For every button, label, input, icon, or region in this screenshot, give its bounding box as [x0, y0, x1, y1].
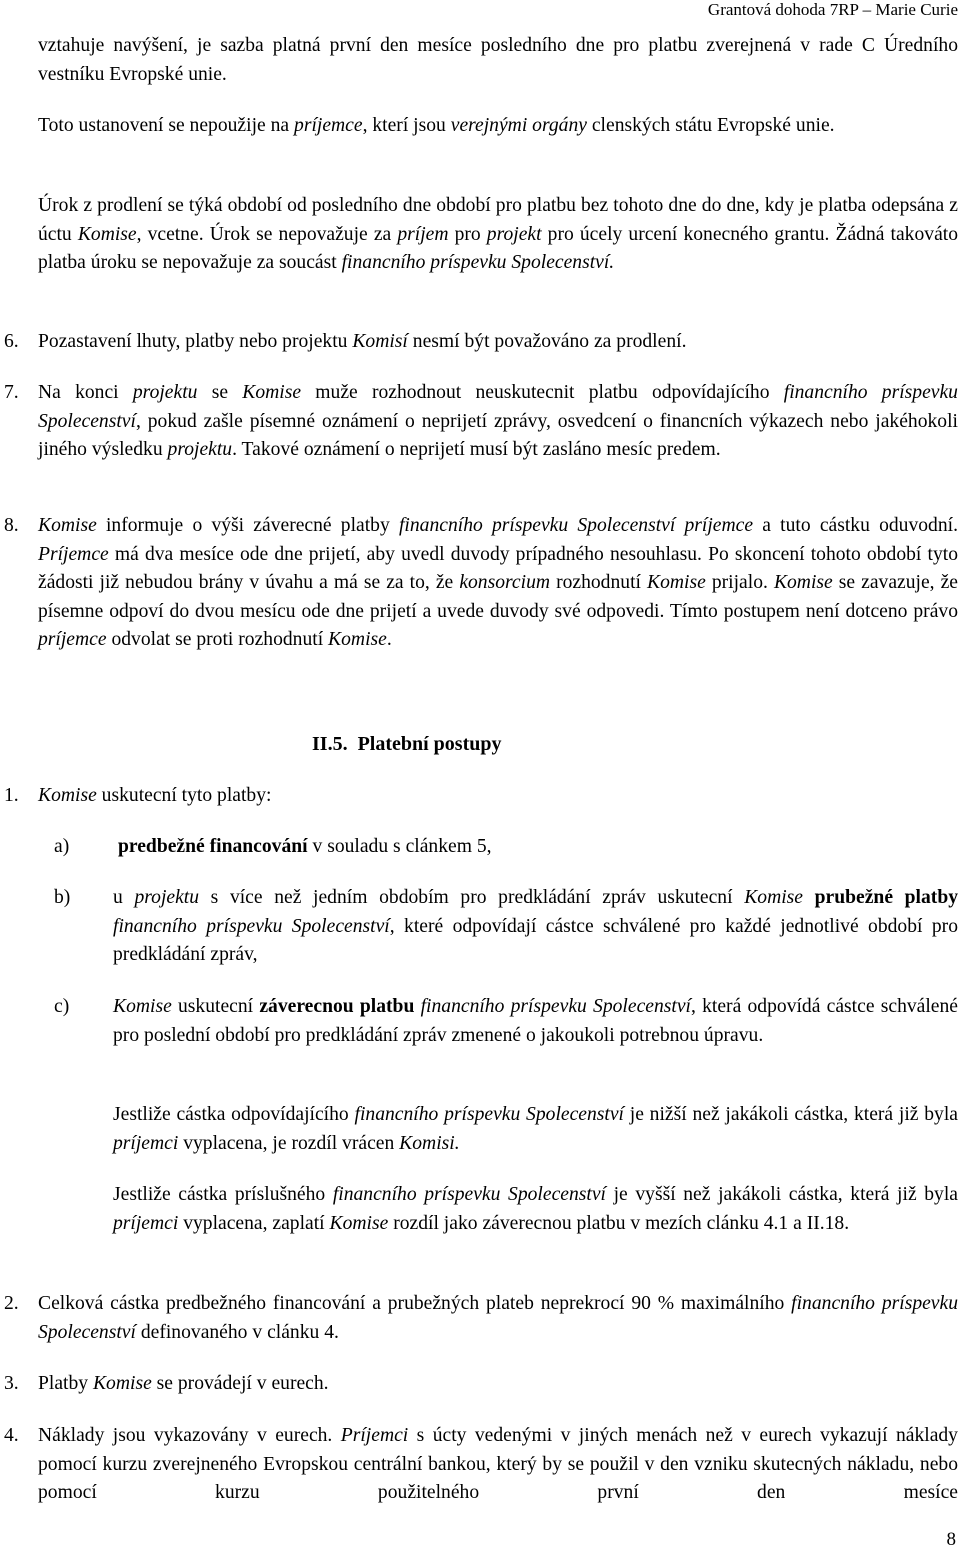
text: má dva mesíce ode dne prijetí, aby uvedl duvody prípadného nesouhlasu. Po skoncení tohoto období tyto žádosti již nebudou brány v úvahu a má se za to, že [38, 543, 958, 594]
text-italic: Komise [242, 382, 302, 403]
text-italic: financního príspevku Spolecenství [38, 382, 958, 432]
paragraph-cost-currency [38, 1422, 958, 1508]
text-italic: príjemci [113, 1132, 179, 1154]
text-bold: predbežné financování [118, 836, 308, 857]
text-italic: projektu [167, 439, 233, 461]
text-italic: projektu [132, 382, 198, 403]
paragraph-default-interest [38, 192, 958, 278]
text: s úcty vedenými v jiných menách než v eurech vykazují náklady pomocí kurzu zverejneného Evropskou centrální bankou, který by se použil v den vzniku skutecných nákladu, nebo pomocí kurzu použitelného první den mesíce [38, 1425, 958, 1504]
text-italic: Komise [329, 1212, 389, 1234]
item-number: 2. [4, 1293, 19, 1314]
text-italic: financního príspevku Spolecenství. [341, 252, 615, 274]
text: rozdíl jako záverecnou platbu v mezích clánku 4.1 a II.18. [388, 1212, 850, 1234]
text: Celková cástka predbežného financování a prubežných plateb neprekrocí 90 % maximálního [38, 1293, 792, 1314]
text: Platby [38, 1373, 93, 1394]
text: odvolat se proti rozhodnutí [106, 629, 329, 651]
text: . [386, 629, 392, 651]
subitem-label: c) [54, 996, 70, 1017]
paragraph-payment-cap [38, 1290, 958, 1347]
text-italic: príjemce [294, 115, 363, 136]
text: clenských státu Evropské unie. [586, 115, 835, 136]
paragraph-pay-difference [113, 1181, 958, 1238]
text: , vcetne. Úrok se nepovažuje za [136, 223, 398, 245]
item-number: 8. [4, 515, 19, 536]
item-number: 6. [4, 331, 19, 352]
text: pro [448, 223, 487, 245]
text: , která odpovídá cástce schválené pro poslední období pro predkládání zpráv zmenené o jakoukoli potrebnou úpravu. [113, 996, 958, 1046]
text: Na konci [38, 382, 133, 403]
text-italic: Komisí [352, 331, 408, 352]
text: Toto ustanovení se nepoužije na [38, 115, 295, 136]
paragraph-item-8 [38, 512, 958, 655]
text-italic: financního príspevku Spolecenství [420, 996, 691, 1017]
item-number: 1. [4, 785, 19, 806]
text: muže rozhodnout neuskutecnit platbu odpovídajícího [301, 382, 784, 403]
text-italic: Komise [773, 572, 833, 594]
text: Náklady jsou vykazovány v eurech. [38, 1425, 341, 1446]
subitem-label: b) [54, 887, 71, 908]
text: je vyšší než jakákoli cástka, která již byla [605, 1184, 958, 1205]
text: rozhodnutí [550, 572, 648, 594]
text: informuje o výši záverecné platby [96, 515, 399, 536]
text: definovaného v clánku 4. [135, 1321, 339, 1343]
text: nesmí být považováno za prodlení. [407, 331, 687, 352]
text: uskutecní tyto platby: [96, 785, 272, 806]
text: Jestliže cástka odpovídajícího [113, 1104, 355, 1125]
text-italic: Príjemce [38, 543, 109, 565]
item-number: 7. [4, 382, 19, 403]
paragraph-prefinancing [118, 833, 958, 862]
text-italic: financního príspevku Spolecenství [113, 915, 390, 937]
text-bold: prubežné platby [814, 887, 959, 908]
subitem-label: a) [54, 836, 70, 857]
text-italic: Komise [744, 887, 803, 908]
text-italic: konsorcium [459, 572, 551, 594]
text: pro úcely urcení konecného grantu. Žádná takováto platba úroku se nepovažuje za soucást [38, 223, 959, 274]
text: a tuto cástku oduvodní. [753, 515, 958, 536]
text-italic: financního príspevku Spolecenství príjemce [398, 515, 754, 536]
item-number: 4. [4, 1425, 19, 1446]
paragraph-public-bodies-exception [38, 112, 958, 141]
text: prijalo. [705, 572, 774, 594]
text-italic: verejnými orgány [450, 115, 587, 136]
section-heading: II.5. Platební postupy [312, 733, 502, 755]
paragraph-payments-intro [38, 782, 638, 811]
text-italic: financního príspevku Spolecenství [332, 1184, 606, 1205]
paragraph-final-payment [113, 993, 958, 1050]
text-italic: Komise [113, 996, 172, 1017]
text: uskutecní [171, 996, 260, 1017]
text-italic: financního príspevku Spolecenství [38, 1293, 958, 1343]
text: , pokud zašle písemné oznámení o neprijetí zprávy, osvedcení o financních výkazech nebo jakéhokoli jiného výsledku [38, 410, 958, 461]
running-header: Grantová dohoda 7RP – Marie Curie [707, 0, 958, 19]
text-italic: Komise [38, 515, 97, 536]
paragraph-refund-difference [113, 1101, 958, 1158]
text: vyplacena, je rozdíl vrácen [178, 1132, 400, 1154]
text: se provádejí v eurech. [151, 1373, 329, 1394]
paragraph-item-7 [38, 379, 958, 465]
text: s více než jedním obdobím pro predkládání zpráv uskutecní [199, 887, 745, 908]
text: je nižší než jakákoli cástka, která již byla [623, 1104, 958, 1125]
text-italic: Komise [77, 223, 137, 245]
text-italic: príjem [397, 223, 449, 245]
paragraph-interim-payments [113, 884, 958, 970]
text-italic: Komisi. [399, 1132, 460, 1154]
text: se zavazuje, že písemne odpoví do dvou mesícu ode dne prijetí a uvede duvody své odpovedi. Tímto postupem není dotceno právo [38, 572, 958, 622]
text-italic: Komise [647, 572, 706, 594]
text: , které odpovídají cástce schválené pro každé jednotlivé období pro predkládání zpráv, [113, 915, 958, 966]
text: . Takové oznámení o neprijetí musí být zasláno mesíc predem. [232, 439, 721, 461]
text-italic: projekt [486, 223, 542, 245]
text: Pozastavení lhuty, platby nebo projektu [38, 331, 353, 352]
text-italic: príjemce [38, 629, 107, 651]
page-number: 8 [946, 1529, 956, 1550]
text: Úrok z prodlení se týká období od posledního dne období pro platbu bez tohoto dne do dne, kdy je platba odepsána z úctu [38, 195, 958, 245]
text-bold: záverecnou platbu [259, 996, 415, 1017]
paragraph-payments-in-euro [38, 1370, 958, 1399]
text-italic: financního príspevku Spolecenství [354, 1104, 624, 1125]
text: u [113, 887, 135, 908]
text: se [197, 382, 243, 403]
text-italic: Komise [38, 785, 97, 806]
text-italic: Príjemci [340, 1425, 409, 1446]
text-italic: projektu [134, 887, 200, 908]
item-number: 3. [4, 1373, 19, 1394]
paragraph-item-6 [38, 328, 958, 357]
text: v souladu s clánkem 5, [307, 836, 492, 857]
text: Jestliže cástka príslušného [113, 1184, 333, 1205]
text-italic: Komise [328, 629, 387, 651]
text-italic: Komise [92, 1373, 152, 1394]
text: vyplacena, zaplatí [178, 1212, 330, 1234]
paragraph-interest-rate-continuation: vztahuje navýšení, je sazba platná první den mesíce posledního dne pro platbu zverejnená v rade C Úredního vestníku Evropské unie. [38, 35, 958, 85]
text-italic: príjemci [113, 1212, 179, 1234]
text: , kterí jsou [362, 115, 451, 136]
